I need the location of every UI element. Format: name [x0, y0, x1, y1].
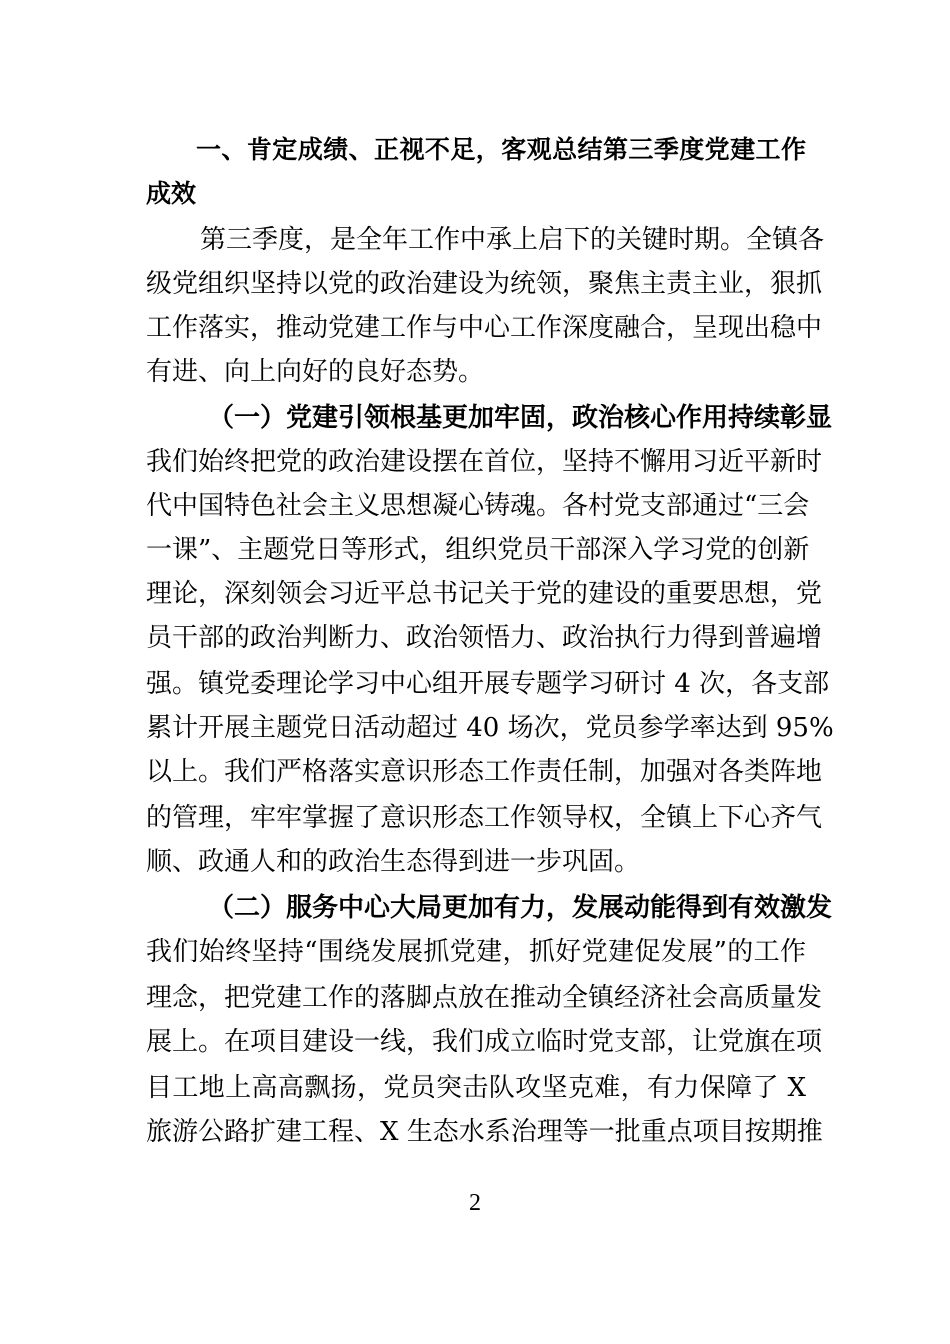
intro-line: 第三季度，是全年工作中承上启下的关键时期。全镇各 [200, 225, 825, 255]
subsection-title-2: （二）服务中心大局更加有力，发展动能得到有效激发 [208, 893, 833, 923]
section-heading-line-1: 一、肯定成绩、正视不足，客观总结第三季度党建工作 [196, 135, 806, 164]
body-line: 以上。我们严格落实意识形态工作责任制，加强对各类阵地 [146, 757, 823, 787]
body-line: 理念，把党建工作的落脚点放在推动全镇经济社会高质量发 [146, 983, 823, 1013]
body-line: 目工地上高高飘扬，党员突击队攻坚克难，有力保障了 X [146, 1073, 806, 1103]
body-line: 强。镇党委理论学习中心组开展专题学习研讨 4 次，各支部 [146, 669, 830, 699]
section-heading-line-2: 成效 [146, 179, 197, 208]
body-line: 一课”、主题党日等形式，组织党员干部深入学习党的创新 [146, 535, 810, 565]
body-line: 旅游公路扩建工程、X 生态水系治理等一批重点项目按期推 [146, 1117, 823, 1147]
body-line: 理论，深刻领会习近平总书记关于党的建设的重要思想，党 [146, 579, 823, 609]
intro-line: 级党组织坚持以党的政治建设为统领，聚焦主责主业，狠抓 [146, 269, 823, 299]
body-line: 顺、政通人和的政治生态得到进一步巩固。 [146, 847, 641, 877]
intro-line: 工作落实，推动党建工作与中心工作深度融合，呈现出稳中 [146, 313, 823, 343]
body-line: 我们始终把党的政治建设摆在首位，坚持不懈用习近平新时 [146, 447, 823, 477]
body-line: 代中国特色社会主义思想凝心铸魂。各村党支部通过“三会 [146, 491, 810, 521]
body-line: 累计开展主题党日活动超过 40 场次，党员参学率达到 95% [146, 713, 834, 743]
body-line: 的管理，牢牢掌握了意识形态工作领导权，全镇上下心齐气 [146, 803, 823, 833]
body-line: 我们始终坚持“围绕发展抓党建，抓好党建促发展”的工作 [146, 937, 806, 967]
subsection-title-1: （一）党建引领根基更加牢固，政治核心作用持续彰显 [208, 403, 833, 433]
intro-line: 有进、向上向好的良好态势。 [146, 357, 485, 387]
page-number: 2 [469, 1190, 481, 1216]
body-line: 展上。在项目建设一线，我们成立临时党支部，让党旗在项 [146, 1027, 823, 1057]
body-line: 员干部的政治判断力、政治领悟力、政治执行力得到普遍增 [146, 623, 823, 653]
